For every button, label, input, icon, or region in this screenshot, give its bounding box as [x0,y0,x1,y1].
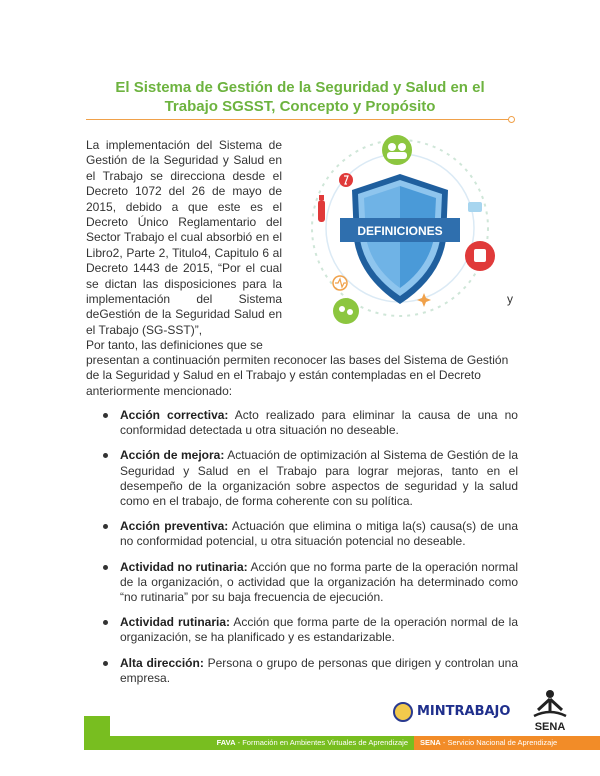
sena-logo [526,688,574,734]
list-item [100,615,518,645]
warning-icon [339,173,353,187]
health-icon [333,298,359,324]
definition-text: Acción que forma parte de la operación normal de la organización, se ha planificado y es estandarizable. [120,615,518,645]
footer-fava [84,736,414,750]
second-paragraph-lead: Por tanto, las definiciones que se [86,338,263,352]
fire-extinguisher-icon [318,195,325,222]
people-icon [382,135,412,165]
sena-logo-text: SENA [534,721,566,733]
second-paragraph-rest: presentan a continuación permiten reconocer las bases del Sistema de Gestión de la Seguridad y Salud en el Trabajo y están contempladas en el Decreto anteriormente mencionado: [86,353,509,398]
list-item [100,519,518,549]
list-item [100,408,518,438]
footer-accent-square [84,716,110,736]
shield-icon [340,174,460,304]
definition-text: Acción que no forma parte de la operación normal de la organización, o actividad que la organización ha determinado como “no rutinaria” por su baja frecuencia de ejecución. [120,559,518,605]
divider-dot [508,116,515,123]
definition-term: Actividad no rutinaria: [120,559,248,574]
definition-term: Acción correctiva: [120,408,229,422]
definition-text: Persona o grupo de personas que dirigen y controlan una empresa. [120,655,519,685]
footer-fava-text: - Formación en Ambientes Virtuales de Aprendizaje [235,738,408,747]
page-title: El Sistema de Gestión de la Seguridad y Salud en el Trabajo SGSST, Concepto y Propósito [115,79,485,115]
definition-text: Actuación que elimina o mitiga la(s) causa(s) de una no conformidad potencial, u otra situación potencial no deseable. [120,519,518,549]
sparkle-icon [417,293,431,307]
definition-term: Alta dirección: [120,655,204,670]
list-item [100,656,518,686]
definition-text: Acto realizado para eliminar la causa de una no conformidad detectada u otra situación no deseable. [120,408,518,438]
footer-sena-bold: SENA [420,738,441,747]
footer-sena-text: - Servicio Nacional de Aprendizaje [440,738,558,747]
list-item [100,560,518,606]
definition-text: Actuación de optimización al Sistema de Gestión de la Seguridad y Salud en el Trabajo para lograr mejoras, tanto en el desempeño de la organización sobre aspectos de seguridad y la salud como en el trabajo, de forma coherente con su política. [120,448,518,509]
title-divider [86,119,510,120]
hazard-icon [465,241,495,271]
list-item [100,448,518,509]
footer-sena [414,736,600,750]
mintrabajo-text: MINTRABAJO [417,704,511,719]
mintrabajo-logo [393,698,513,725]
heartbeat-icon [333,276,347,290]
definition-term: Actividad rutinaria: [120,615,231,630]
second-paragraph [86,338,516,399]
shield-label: DEFINICIONES [357,224,443,238]
definition-term: Acción preventiva: [120,519,229,534]
footer-bar [84,736,600,750]
intro-paragraph: La implementación del Sistema de Gestión de la Seguridad y Salud en el Trabajo se direcciona desde el Decreto 1072 del 26 de mayo de 2015, debido a que este es el Decreto Único Reglamentario del Sector Trabajo el cual absorbió en el Libro2, Parte 2, Titulo4, Capitulo 6 al Decreto 1443 de 2015, “Por el cual se dictan las disposiciones para la implementación del Sistema deGestión de la Seguridad Salud en el Trabajo (SG-SST)”, [86,138,282,337]
footer-fava-bold: FAVA [216,738,236,747]
intro-trailing-word: y [507,292,513,306]
definitions-list [100,408,518,696]
display-icon [468,202,482,212]
coat-of-arms-icon [393,702,413,722]
definitions-shield-graphic [300,128,505,333]
definition-term: Acción de mejora: [120,448,225,463]
